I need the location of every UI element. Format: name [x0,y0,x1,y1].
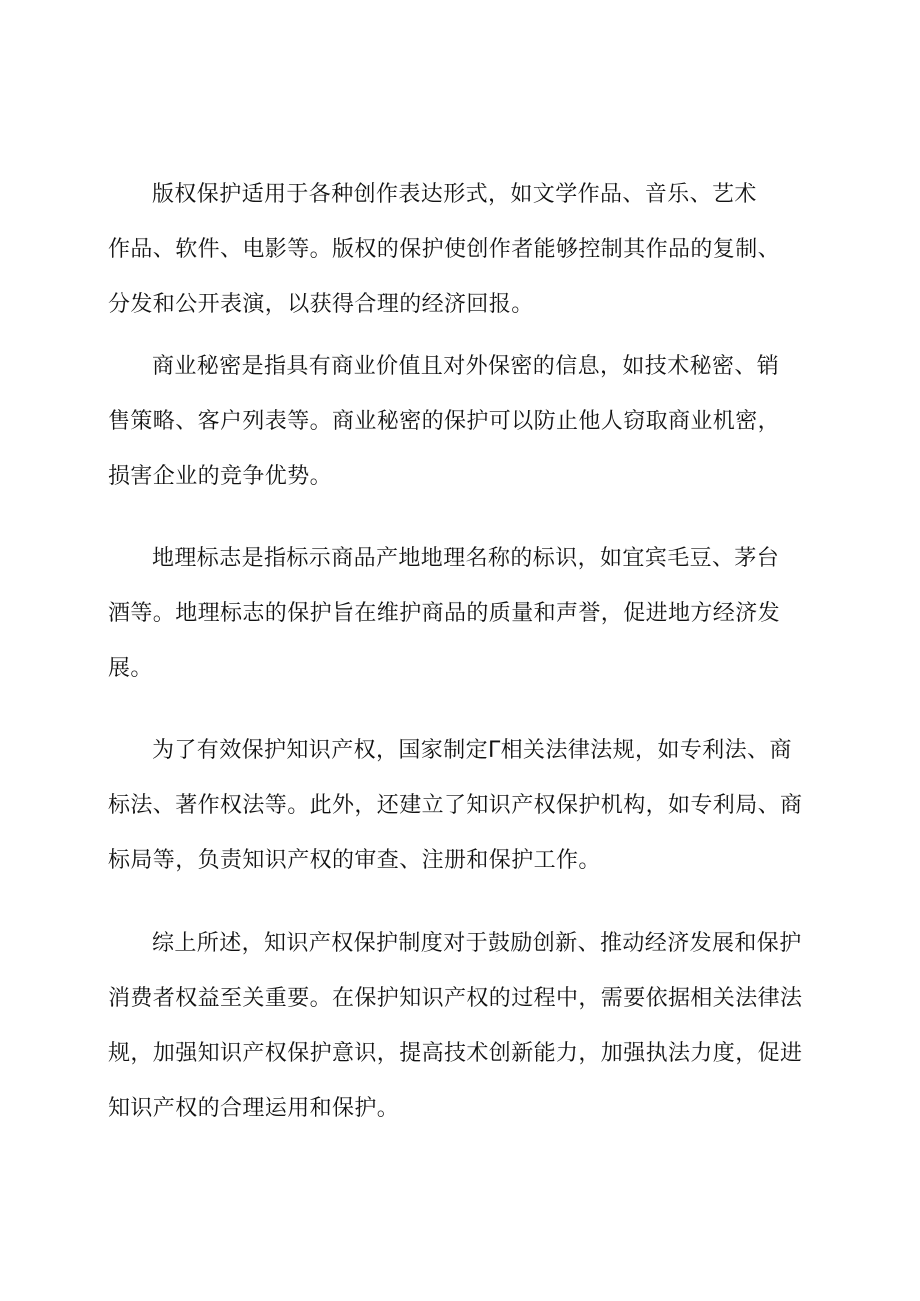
paragraph-line: 酒等。地理标志的保护旨在维护商品的质量和声誉，促进地方经济发 [108,601,781,626]
paragraph-line: 标法、著作权法等。此外，还建立了知识产权保护机构，如专利局、商 [108,793,803,818]
paragraph-line: 商业秘密是指具有商业价值且对外保密的信息，如技术秘密、销 [152,354,780,379]
paragraph-laws-and-agencies [108,736,802,876]
paragraph-conclusion [108,929,802,1124]
paragraph-line: 规，加强知识产权保护意识，提高技术创新能力，加强执法力度，促进 [108,1041,803,1066]
paragraph-line: 版权保护适用于各种创作表达形式，如文学作品、音乐、艺术 [152,182,757,207]
paragraph-copyright [108,180,780,320]
paragraph-line: 综上所述，知识产权保护制度对于鼓励创新、推动经济发展和保护 [152,931,802,956]
paragraph-line: 地理标志是指标示商品产地地理名称的标识，如宜宾毛豆、茅台 [152,546,780,571]
paragraph-line: 分发和公开表演，以获得合理的经济回报。 [108,292,534,317]
paragraph-trade-secret [108,352,780,492]
paragraph-geographical-indication [108,544,780,684]
paragraph-line: 标局等，负责知识产权的审查、注册和保护工作。 [108,848,601,873]
paragraph-line: 知识产权的合理运用和保护。 [108,1096,400,1121]
paragraph-line: 展。 [108,656,153,681]
paragraph-line: 消费者权益至关重要。在保护知识产权的过程中，需要依据相关法律法 [108,986,803,1011]
paragraph-line: 售策略、客户列表等。商业秘密的保护可以防止他人窃取商业机密， [108,409,781,434]
paragraph-line: 损害企业的竞争优势。 [108,464,333,489]
paragraph-line: 为了有效保护知识产权，国家制定Γ相关法律法规，如专利法、商 [152,738,792,763]
paragraph-line: 作品、软件、电影等。版权的保护使创作者能够控制其作品的复制、 [108,237,781,262]
